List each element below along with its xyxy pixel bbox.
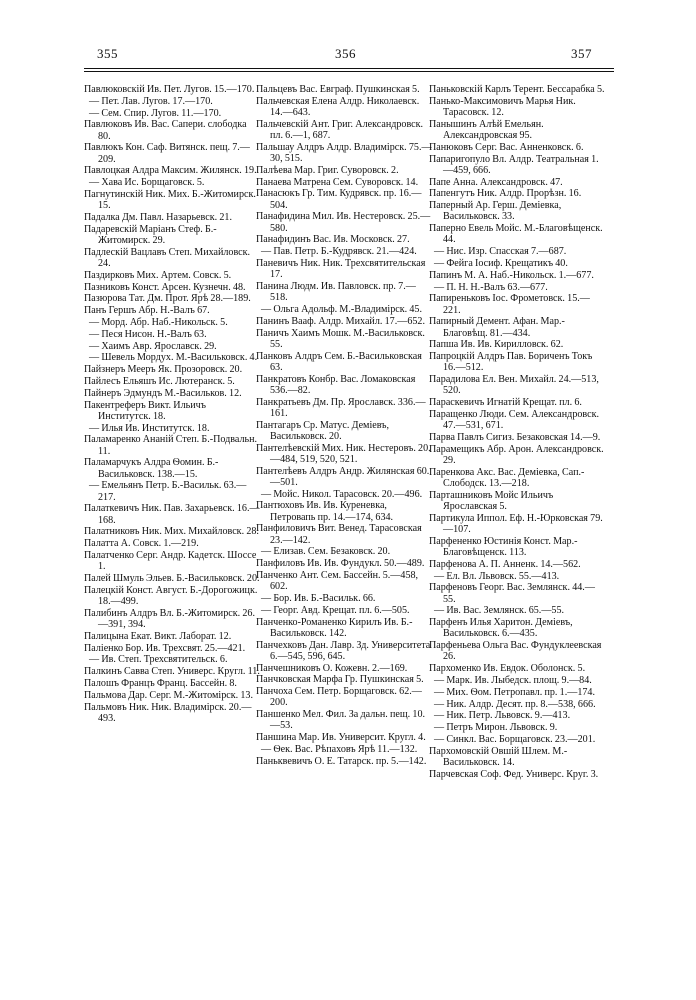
directory-entry: Панасюкъ Гр. Тим. Кудрявск. пр. 16.—504. xyxy=(256,188,422,211)
directory-entry: Паращенко Люди. Сем. Александровск. 47.—531, 671. xyxy=(429,408,600,432)
directory-entry: Пантюховъ Ив. Ив. Куреневка, Петровапь пр. 14.—174, 634. xyxy=(256,500,394,523)
directory-entry: Пархомовскій Овшій Шлем. М.-Васильковск. 14. xyxy=(429,745,568,768)
directory-entry: Паламарчукъ Алдра Ѳомин. Б.-Васильковск. 138.—15. xyxy=(84,457,219,480)
directory-entry: — Хава Ис. Борщаговск. 5. xyxy=(89,177,205,189)
directory-entry: Палошъ Францъ Франц. Бассейн. 8. xyxy=(84,677,237,689)
directory-entry: Панъ Гершъ Абр. Н.-Валъ 67. xyxy=(84,305,210,317)
directory-entry: — Пет. Лав. Лугов. 17.—170. xyxy=(89,95,213,107)
directory-entry: Пазниковъ Конст. Арсен. Кузнечн. 48. xyxy=(84,281,246,293)
directory-entry: Панюковъ Серг. Вас. Анненковск. 6. xyxy=(429,141,584,153)
directory-entry: Панкратьевъ Дм. Пр. Ярославск. 336.—161. xyxy=(256,396,426,419)
directory-entry: Падлескій Вацлавъ Степ. Михайловск. 24. xyxy=(84,246,251,269)
directory-entry: Пальцевъ Вас. Евграф. Пушкинская 5. xyxy=(256,84,420,95)
directory-entry: Папиреньковъ Іос. Фрометовск. 15.—221. xyxy=(429,293,590,316)
directory-entry: Папинъ М. А. Наб.-Никольск. 1.—677. xyxy=(429,269,594,281)
directory-entry: Палiенко Бор. Ив. Трехсвят. 25.—421. xyxy=(84,642,246,654)
directory-entry: Павлюковскій Ив. Пет. Лугов. 15.—170. xyxy=(84,84,255,95)
directory-entry: Паперно Евель Мойс. М.-Благовѣщенск. 44. xyxy=(429,223,603,246)
directory-entry: — П. Н. Н.-Валъ 63.—677. xyxy=(434,281,548,293)
directory-entry: Папроцкій Алдръ Пав. Бориченъ Токъ 16.—512. xyxy=(429,351,593,374)
directory-entry: — Пав. Петр. Б.-Кудрявск. 21.—424. xyxy=(261,246,417,258)
directory-entry: Палаткевичъ Ник. Пав. Захарьевск. 16.—168. xyxy=(84,503,260,526)
directory-entry: Панчковская Марфа Гр. Пушкинская 5. xyxy=(256,674,424,686)
directory-entry: Палецкій Конст. Август. Б.-Дорогожицк. 18.—499. xyxy=(84,584,258,607)
directory-entry: Пакентреферъ Викт. Ильичъ Институтск. 18. xyxy=(84,399,206,422)
directory-entry: — Георг. Авд. Крещат. пл. 6.—505. xyxy=(261,604,410,616)
directory-entry: — Марк. Ив. Лыбедск. площ. 9.—84. xyxy=(434,674,592,686)
page-number-right: 357 xyxy=(571,46,592,61)
directory-entry: Панкратовъ Конбр. Вас. Ломаковская 536.—82. xyxy=(256,373,416,396)
directory-entry: Панковъ Алдръ Сем. Б.-Васильковская 63. xyxy=(256,350,422,373)
directory-entry: Палѣева Мар. Григ. Суворовск. 2. xyxy=(256,164,399,176)
directory-entry: Пархоменко Ив. Евдок. Оболонск. 5. xyxy=(429,663,586,675)
directory-entry: Паншина Мар. Ив. Университ. Кругл. 4. xyxy=(256,732,426,744)
directory-entry: — Сем. Спир. Лугов. 11.—170. xyxy=(89,107,222,119)
directory-entry: — Ник. Петр. Львовск. 9.—413. xyxy=(434,710,571,722)
directory-entry: — Фейга Іосиф. Крещатикъ 40. xyxy=(434,257,568,269)
directory-entry: Падаревскій Маріанъ Стеф. Б.-Житомирск. 29. xyxy=(84,223,217,246)
directory-entry: Палатченко Серг. Андр. Кадетск. Шоссе 1. xyxy=(84,549,257,573)
directory-entry: Пальмовъ Ник. Ник. Владимірск. 20.—493. xyxy=(84,701,252,724)
directory-entry: Парташниковъ Мойс Ильичъ Ярославская 5. xyxy=(429,489,554,512)
page-header xyxy=(0,0,696,70)
directory-entry: — Петръ Мирон. Львовск. 9. xyxy=(434,722,558,734)
directory-entry: Паперный Ар. Герш. Деміевка, Васильковск. 33. xyxy=(429,200,562,223)
directory-entry: — Песя Нисон. Н.-Валъ 63. xyxy=(89,328,207,340)
directory-entry: Паздирковъ Мих. Артем. Совск. 5. xyxy=(84,269,232,281)
directory-entry: Панчешниковъ О. Кожевн. 2.—169. xyxy=(256,662,408,674)
directory-entry: — Ив. Степ. Трехсвятительск. 6. xyxy=(89,654,228,666)
directory-entry: Павлоцкая Алдра Максим. Жилянск. 19. xyxy=(84,165,257,177)
column-center xyxy=(256,84,432,994)
directory-entry: Панченко-Романенко Кирилъ Ив. Б.-Васильковск. 142. xyxy=(256,616,413,639)
directory-entry: Пальмова Дар. Серг. М.-Житомірск. 13. xyxy=(84,689,253,701)
directory-entry: Панфиловъ Ив. Ив. Фундукл. 50.—489. xyxy=(256,558,425,570)
directory-entry: Паневичъ Ник. Ник. Трехсвятительская 17. xyxy=(256,257,426,281)
directory-entry: Панченко Ант. Сем. Бассейн. 5.—458, 602. xyxy=(256,569,419,593)
directory-entry: Палибинъ Алдръ Вл. Б.-Житомирск. 26.—391, 394. xyxy=(84,607,255,630)
directory-entry: Пантагаръ Ср. Матус. Деміевъ, Васильковск. 20. xyxy=(256,419,389,442)
directory-entry: Павлюкъ Кон. Саф. Витянск. пещ. 7.—209. xyxy=(84,142,250,165)
directory-entry: Палатта А. Совск. 1.—219. xyxy=(84,538,199,550)
directory-entry: Пальчевскій Ант. Григ. Александровск. пл. 6.—1, 687. xyxy=(256,118,424,141)
directory-entry: Павлюковъ Ив. Вас. Сапери. слободка 80. xyxy=(84,119,247,142)
directory-entry: Парва Павлъ Сигиз. Безаковская 14.—9. xyxy=(429,431,601,443)
directory-entry: — Нис. Изр. Спасская 7.—687. xyxy=(434,246,567,258)
directory-entry: Папе Анна. Александровск. 47. xyxy=(429,176,563,188)
directory-entry: Палей Шмуль Эльев. Б.-Васильковск. 20. xyxy=(84,572,260,584)
directory-entry: Парчевская Соф. Фед. Универс. Круг. 3. xyxy=(429,768,599,780)
directory-entry: Палатниковъ Ник. Мих. Михайловск. 28. xyxy=(84,526,259,538)
directory-entry: Пантелѣевъ Алдръ Андр. Жилянская 60.—501. xyxy=(256,465,430,488)
directory-entry: Панинъ Вааф. Алдр. Михайл. 17.—652. xyxy=(256,315,425,327)
directory-entry: Панчоха Сем. Петр. Борщаговск. 62.—200. xyxy=(256,686,422,709)
header-rule xyxy=(84,68,614,69)
directory-entry: Пантелѣевскій Мих. Ник. Нестеровъ. 20.—484, 519, 520, 521. xyxy=(256,442,431,465)
directory-entry: Пальчевская Елена Алдр. Николаевск. 14.—643. xyxy=(256,95,420,118)
page-number-center: 356 xyxy=(335,46,356,61)
directory-entry: Палицына Екат. Викт. Лаборат. 12. xyxy=(84,630,232,642)
directory-entry: Палкинъ Савва Степ. Универс. Кругл. 11. xyxy=(84,666,260,678)
header-rule-double xyxy=(84,71,614,72)
directory-entry: Папенгутъ Ник. Алдр. Прорѣзн. 16. xyxy=(429,188,582,200)
directory-entry: Папша Ив. Ив. Кирилловск. 62. xyxy=(429,339,564,351)
directory-entry: — Мойс. Никол. Тарасовск. 20.—496. xyxy=(261,488,423,500)
directory-entry: Папирный Демент. Афан. Мар.-Благовѣщ. 81.—434. xyxy=(429,316,565,339)
directory-entry: Падалка Дм. Павл. Назарьевск. 21. xyxy=(84,211,232,223)
directory-entry: Паламаренко Ананій Степ. Б.-Подвальн. 11. xyxy=(84,434,258,457)
directory-entry: — Ел. Вл. Львовск. 55.—413. xyxy=(434,570,560,582)
directory-entry: Паренкова Акс. Вас. Деміевка, Сап.-Слободск. 13.—218. xyxy=(429,466,585,489)
directory-entry: — Ив. Вас. Землянск. 65.—55. xyxy=(434,605,565,617)
directory-entry: Панько-Максимовичъ Марья Ник. Тарасовск. 12. xyxy=(429,95,576,118)
directory-entry: Партикула Иппол. Еф. Н.-Юрковская 79.—107. xyxy=(429,512,603,535)
directory-entry: Панаева Матрена Сем. Суворовск. 14. xyxy=(256,176,419,188)
directory-entry: — Бор. Ив. Б.-Васильк. 66. xyxy=(261,592,376,604)
directory-entry: Панафидина Мил. Ив. Нестеровск. 25.—580. xyxy=(256,211,431,234)
directory-entry: — Шевель Мордух. М.-Васильковск. 4. xyxy=(89,352,258,364)
directory-entry: Параскевичъ Игнатій Крещат. пл. 6. xyxy=(429,397,582,409)
directory-entry: Пагнутинскій Ник. Мих. Б.-Житомирск. 15. xyxy=(84,188,256,212)
directory-entry: Папаригопуло Вл. Алдр. Театральная 1.—459, 666. xyxy=(429,153,599,176)
column-right xyxy=(429,84,605,994)
directory-entry: Паничъ Хаимъ Мошк. М.-Васильковск. 55. xyxy=(256,327,425,350)
directory-entry: Парфеновъ Георг. Вас. Землянск. 44.—55. xyxy=(429,582,595,605)
directory-entry: Паньковскій Карлъ Терент. Бессарабка 5. xyxy=(429,84,605,95)
directory-entry: Панина Людм. Ив. Павловск. пр. 7.—518. xyxy=(256,280,416,304)
directory-entry: Пальшау Алдръ Алдр. Владимірск. 75.—30, 515. xyxy=(256,141,432,164)
directory-entry: Паньквевичъ О. Е. Татарск. пр. 5.—142. xyxy=(256,755,427,767)
directory-entry: — Ник. Алдр. Десят. пр. 8.—538, 666. xyxy=(434,698,596,710)
directory-entry: Парфенова А. П. Анненк. 14.—562. xyxy=(429,558,581,570)
directory-entry: — Емельянъ Петр. Б.-Васильк. 63.—217. xyxy=(89,480,247,503)
column-left xyxy=(84,84,260,994)
directory-entry: Парфенъ Илья Харитон. Деміевъ, Васильковск. 6.—435. xyxy=(429,617,573,640)
directory-entry: Панфиловичъ Вит. Венед. Тарасовская 23.—142. xyxy=(256,523,422,546)
directory-entry: — Ѳек. Вас. Рѣпаховъ Ярѣ 11.—132. xyxy=(261,743,418,755)
directory-entry: Парамещикъ Абр. Арон. Александровск. 29. xyxy=(429,443,604,466)
directory-entry: Пайлесъ Ельяшъ Ис. Лютеранск. 5. xyxy=(84,375,235,387)
directory-entry: — Хаимъ Авр. Ярославск. 29. xyxy=(89,340,217,352)
directory-entry: — Ольга Адольф. М.-Владимірск. 45. xyxy=(261,303,422,315)
page-number-left: 355 xyxy=(97,46,118,61)
directory-entry: — Мих. Ѳом. Петропавл. пр. 1.—174. xyxy=(434,686,595,698)
directory-entry: Парфененко Юстинія Конст. Мар.-Благовѣщенск. 113. xyxy=(429,535,578,558)
directory-entry: Парфеньева Ольга Вас. Фундуклеевская 26. xyxy=(429,640,602,663)
directory-entry: Панафидинъ Вас. Ив. Московск. 27. xyxy=(256,234,410,246)
directory-entry: Пазюрова Тат. Дм. Прот. Ярѣ 28.—189. xyxy=(84,293,251,305)
directory-entry: — Елизав. Сем. Безаковск. 20. xyxy=(261,546,391,558)
directory-entry: — Илья Ив. Институтск. 18. xyxy=(89,422,210,434)
directory-entry: Панышинъ Алѣй Емельян. Александровская 95. xyxy=(429,118,544,141)
directory-entry: Пайнеръ Эдмундъ М.-Васильков. 12. xyxy=(84,387,242,399)
directory-entry: Парадилова Ел. Вен. Михайл. 24.—513, 520. xyxy=(429,374,599,397)
directory-entry: — Морд. Абр. Наб.-Никольск. 5. xyxy=(89,316,228,328)
directory-entry: Паншенко Мел. Фил. За дальн. пещ. 10.—53. xyxy=(256,709,426,732)
directory-entry: — Синкл. Вас. Борщаговск. 23.—201. xyxy=(434,733,596,745)
directory-entry: Панчехковъ Дан. Лавр. Зд. Университета 6.—545, 596, 645. xyxy=(256,639,431,662)
directory-entry: Пайзнеръ Мееръ Як. Прозоровск. 20. xyxy=(84,364,243,376)
